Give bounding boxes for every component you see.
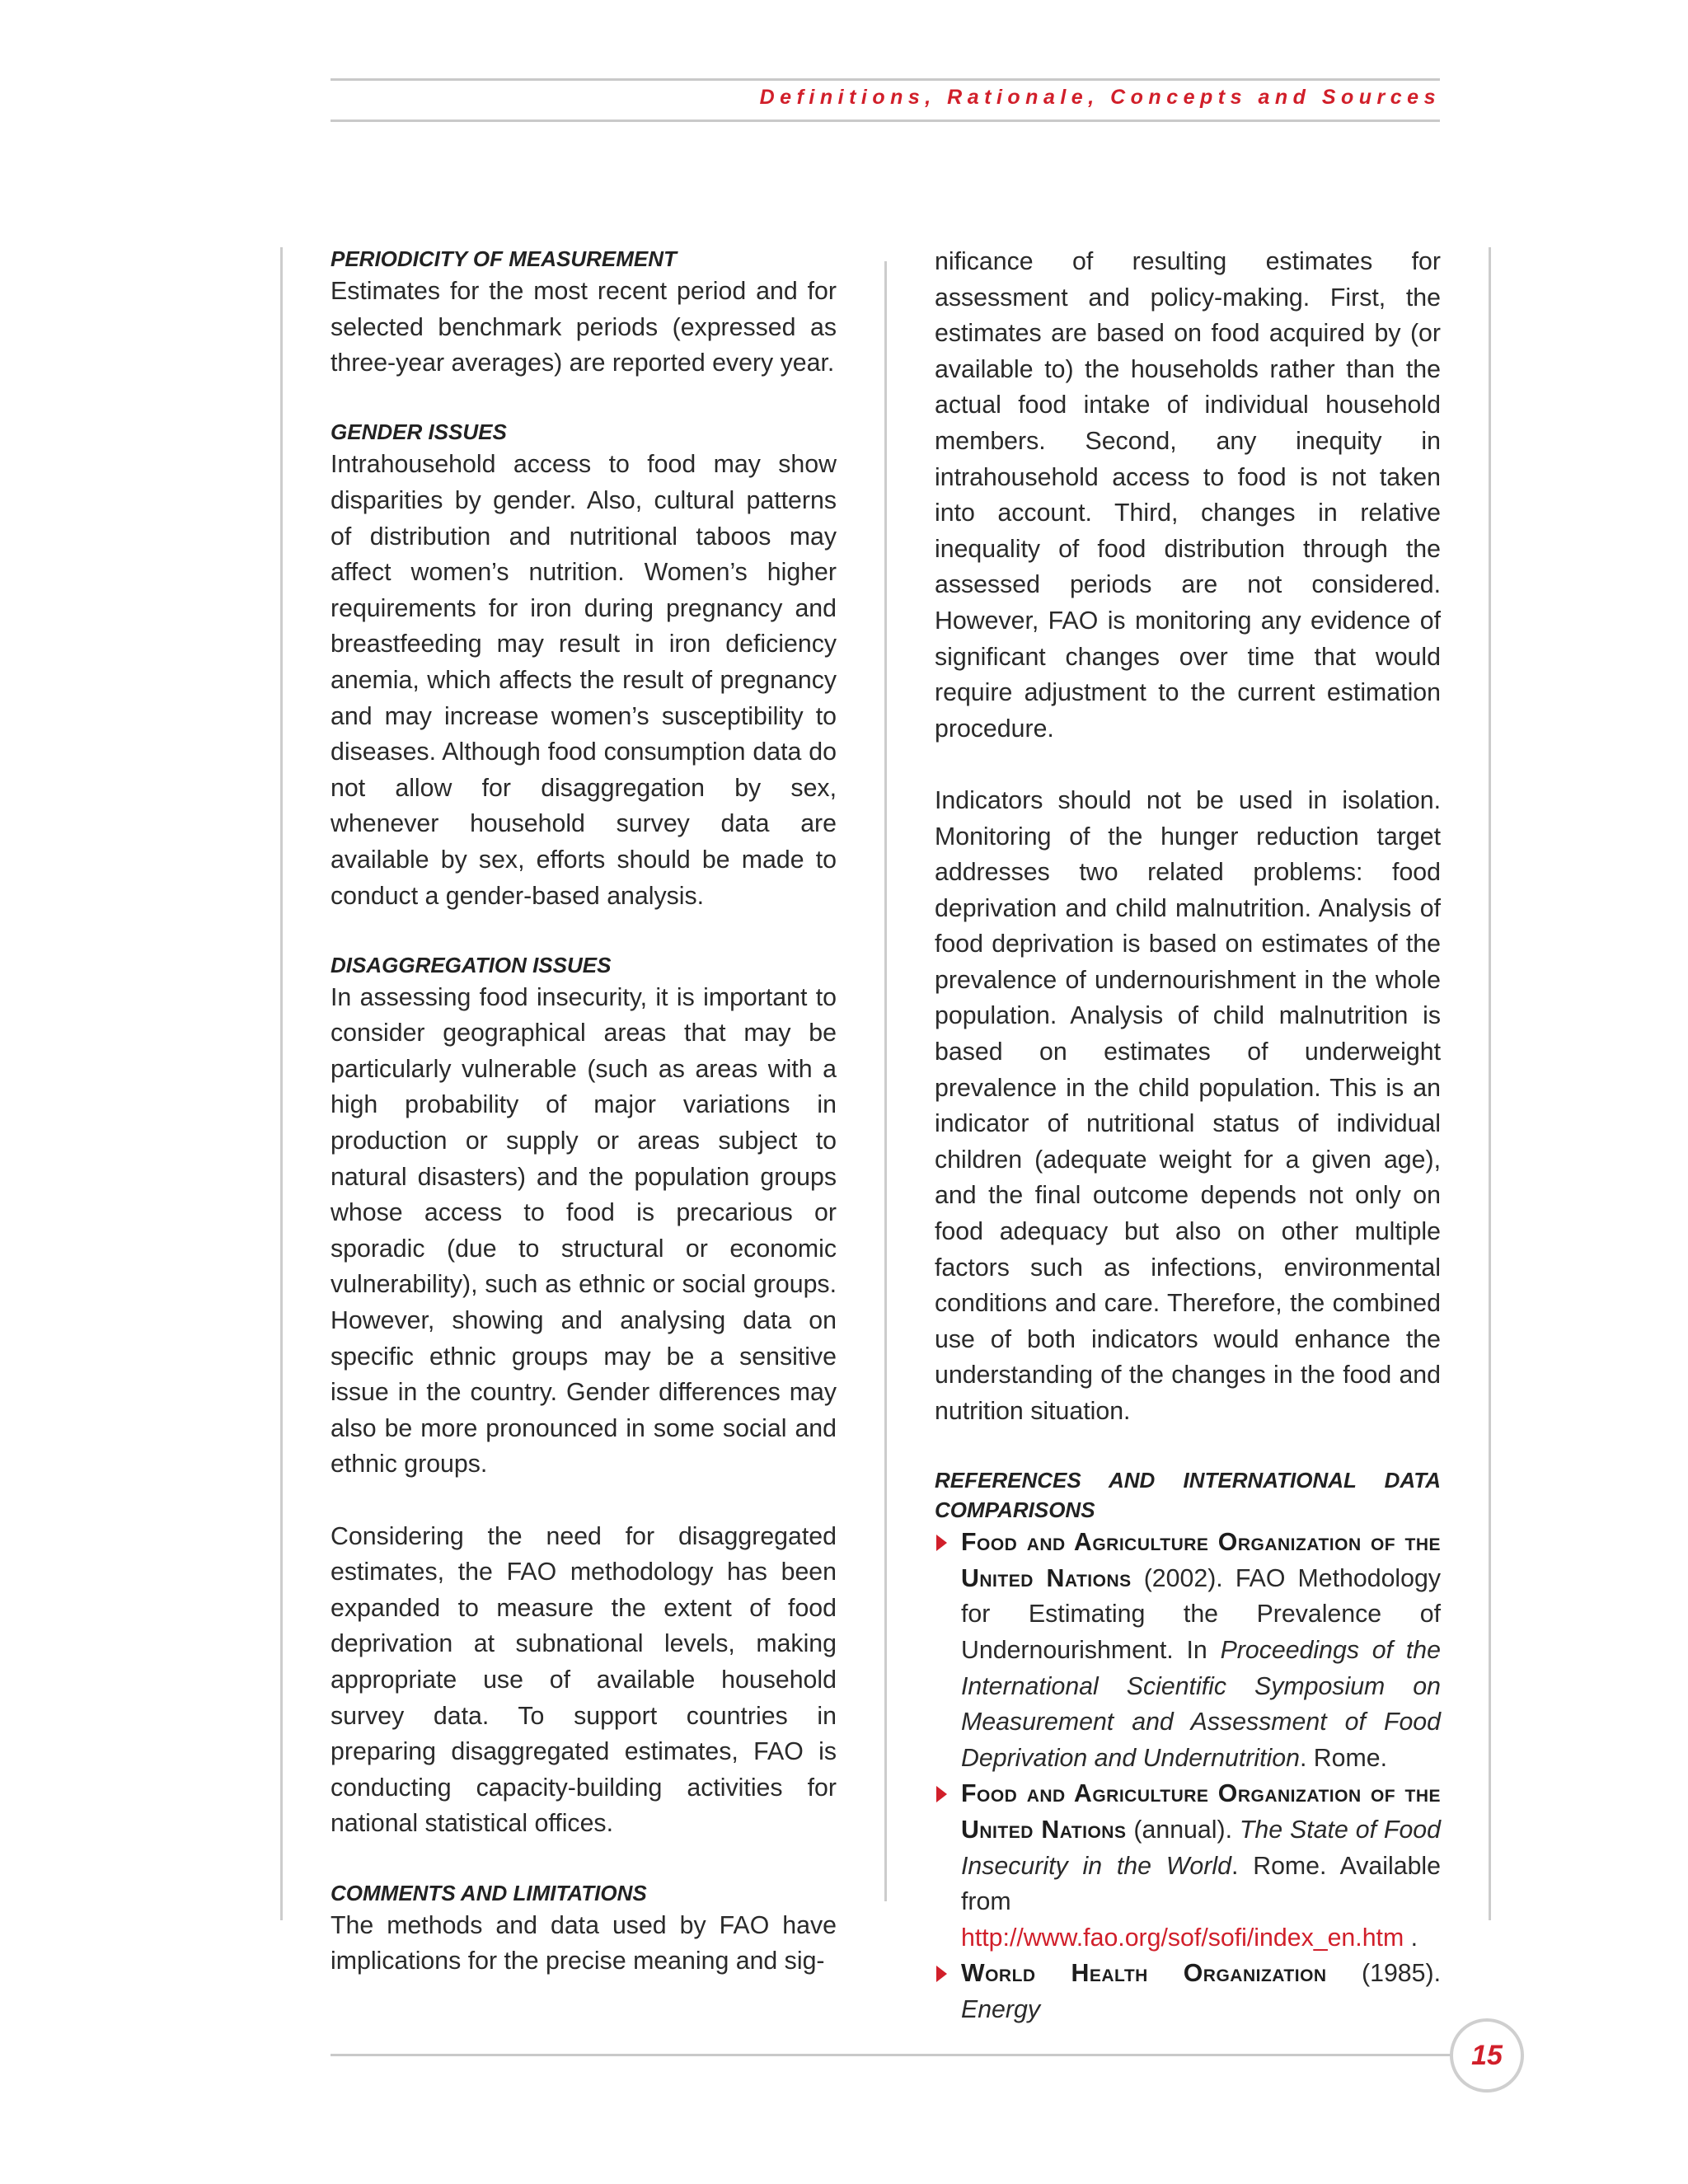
references-list [935,1525,1441,2027]
references-heading: REFERENCES AND INTERNATIONAL DATA COMPARISONS [935,1468,1441,1523]
bullet-arrow-icon [936,1535,947,1551]
reference-year: (2002). [1143,1564,1223,1592]
reference-author: World Health Organization [961,1960,1327,1988]
comments-paragraph-continued: nificance of resulting estimates for assessment and policy-making. First, the estimates are based on food acquired by (or available to) the households rather than the actual food intake of individual household members. Second, any inequity in intrahousehold access to food is not taken into account. Third, changes in relative inequality of food distribution through the assessed periods are not considered. However, FAO is monitoring any evidence of significant changes over time that would require adjustment to the current estimation procedure. [935,248,1441,743]
reference-url-link[interactable]: http://www.fao.org/sof/sofi/index_en.htm [961,1924,1404,1952]
reference-item [935,1956,1441,2027]
running-header-title: Definitions, Rationale, Concepts and Sources [759,86,1441,109]
page-number: 15 [1450,2018,1524,2093]
reference-author: Food and Agriculture Organization of the United Nations [961,1529,1441,1592]
disaggregation-heading: DISAGGREGATION ISSUES [331,952,612,977]
periodicity-paragraph: Estimates for the most recent period and for selected benchmark periods (expressed as three-year averages) are reported every year. [331,278,837,377]
reference-item [935,1776,1441,1956]
header-top-rule [331,78,1440,81]
footer-rule [331,2054,1451,2056]
reference-publication: Proceedings of the International Scientific Symposium on Measurement and Assessment of Food Deprivation and Undernutrition [961,1636,1441,1772]
disaggregation-paragraph-1: In assessing food insecurity, it is important to consider geographical areas that may be particularly vulnerable (such as areas with a high probability of major variations in production or supply or areas subject to natural disasters) and the population groups whose access to food is precarious or sporadic (due to structural or economic vulnerability), such as ethnic or social groups. However, showing and analysing data on specific ethnic groups may be a sensitive issue in the country. Gender differences may also be more pronounced in some social and ethnic groups. [331,983,837,1479]
reference-title: FAO Methodology for Estimating the Prevalence of Undernourishment. In [961,1564,1441,1664]
bullet-arrow-icon [936,1966,947,1982]
indicators-paragraph: Indicators should not be used in isolation. Monitoring of the hunger reduction target addresses two related problems: food deprivation and child malnutrition. Analysis of food deprivation is based on estimates of the prevalence of undernourishment in the whole population. Analysis of child malnutrition is based on estimates of underweight prevalence in the child population. This is an indicator of nutritional status of individual children (adequate weight for a given age), and the final outcome depends not only on food adequacy but also on other multiple factors such as infections, environmental conditions and care. Therefore, the combined use of both indicators would enhance the understanding of the changes in the food and nutrition situation. [935,786,1441,1425]
reference-end: . [1404,1924,1418,1952]
bullet-arrow-icon [936,1786,947,1802]
right-margin-line [1489,247,1491,1920]
right-text-column [935,244,1441,2028]
reference-year: (annual). [1133,1816,1232,1844]
gender-issues-heading: GENDER ISSUES [331,419,507,445]
reference-publication: Energy [961,1995,1040,2023]
comments-limitations-heading: COMMENTS AND LIMITATIONS [331,1880,647,1905]
left-margin-line [280,247,283,1920]
header-bottom-rule [331,120,1440,122]
comments-paragraph-start: The methods and data used by FAO have implications for the precise meaning and sig- [331,1911,837,1975]
reference-author: Food and Agriculture Organization of the United Nations [961,1780,1441,1844]
reference-place: . Rome. Available from [961,1852,1441,1916]
left-text-column [331,244,837,1980]
reference-place: . Rome. [1299,1744,1388,1772]
gender-issues-paragraph: Intrahousehold access to food may show disparities by gender. Also, cultural patterns of distribution and nutritional taboos may affect women’s nutrition. Women’s higher requirements for iron during pregnancy and breastfeeding may result in iron deficiency anemia, which affects the result of pregnancy and may increase women’s susceptibility to diseases. Although food consumption data do not allow for disaggregation by sex, whenever household survey data are available by sex, efforts should be made to conduct a gender-based analysis. [331,451,837,910]
disaggregation-paragraph-2: Considering the need for disaggregated estimates, the FAO methodology has been expanded to measure the extent of food deprivation at subnational levels, making appropriate use of available household survey data. To support countries in preparing disaggregated estimates, FAO is conducting capacity-building activities for national statistical offices. [331,1522,837,1838]
reference-year: (1985). [1362,1960,1441,1988]
reference-publication: The State of Food Insecurity in the World [961,1816,1441,1880]
column-divider-line [884,261,887,1901]
reference-item [935,1525,1441,1776]
periodicity-heading: PERIODICITY OF MEASUREMENT [331,246,677,271]
